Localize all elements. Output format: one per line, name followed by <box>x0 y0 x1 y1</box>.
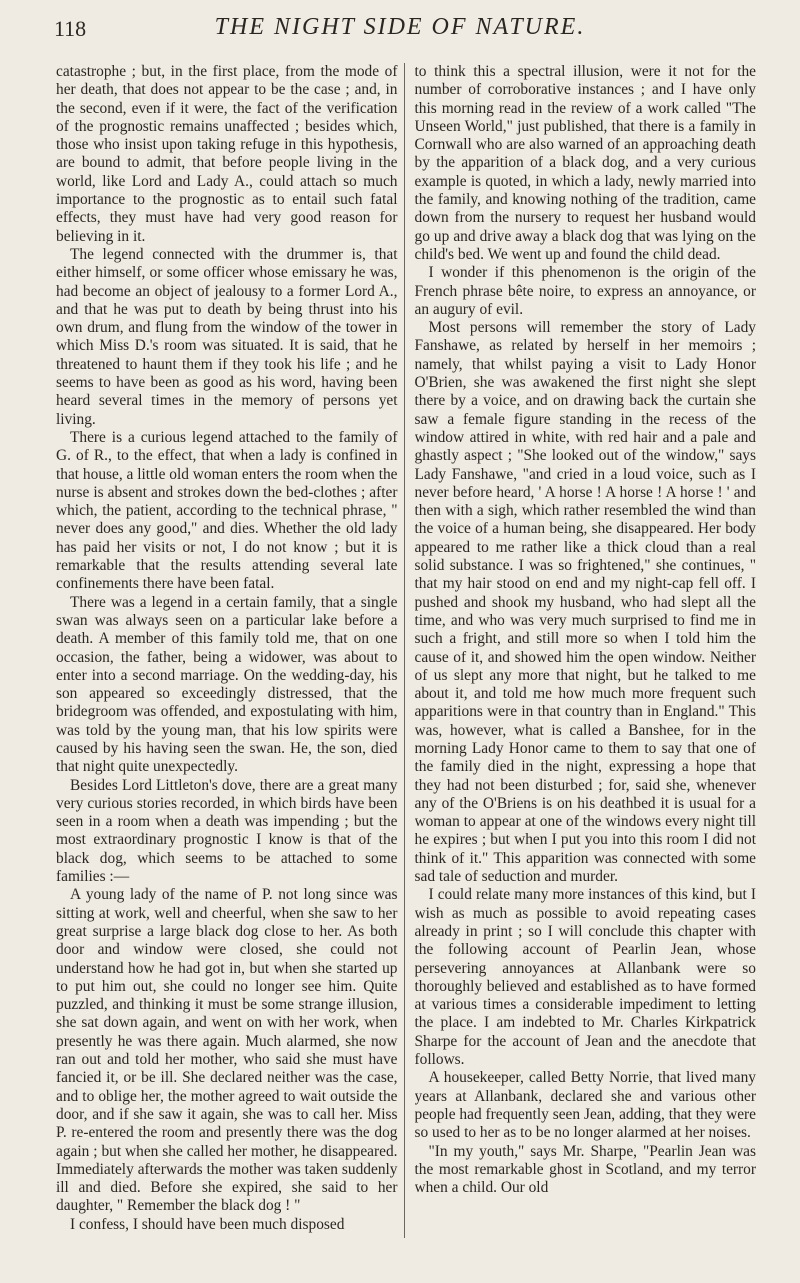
paragraph: Besides Lord Littleton's dove, there are a great many very curious stories recorded, in which birds have been seen in a room when a death was impending ; but the most extraordinary prognostic I know is that of the black dog, which seems to be attached to some families :— <box>56 776 398 886</box>
paragraph: A young lady of the name of P. not long since was sitting at work, well and cheerful, when she saw to her great surprise a large black dog close to her. As both door and window were closed, she could not understand how he had got in, but when she started up to put him out, she could no longer see him. Quite puzzled, and thinking it must be some strange illusion, she sat down again, and went on with her work, when presently he was there again. Much alarmed, she now ran out and told her mother, who said she must have fancied it, or be ill. She declared neither was the case, and to oblige her, the mother agreed to wait outside the door, and if she saw it again, she was to call her. Miss P. re-entered the room and presently there was the dog again ; but when she called her mother, he disappeared. Immediately afterwards the mother was taken suddenly ill and died. Before she expired, she said to her daughter, " Remember the black dog ! " <box>56 886 398 1215</box>
paragraph: There was a legend in a certain family, that a single swan was always seen on a particular lake before a death. A member of this family told me, that on one occasion, the father, being a widower, was about to enter into a second marriage. On the wedding-day, his son appeared so exceedingly distressed, that the bridegroom was offended, and expostulating with him, was told by the young man, that his low spirits were caused by his having seen the swan. He, the son, died that night quite unexpectedly. <box>56 593 398 776</box>
paragraph: I could relate many more instances of this kind, but I wish as much as possible to avoid repeating cases already in print ; so I will conclude this chapter with the following account of Pearlin Jean, whose persevering annoyances at Allanbank were so thoroughly believed and established as to have formed at various times a considerable impediment to letting the place. I am indebted to Mr. Charles Kirkpatrick Sharpe for the account of Jean and the anecdote that follows. <box>414 886 756 1069</box>
running-head: THE NIGHT SIDE OF NATURE. <box>214 14 586 40</box>
paragraph: Most persons will remember the story of Lady Fanshawe, as related by herself in her memoirs ; namely, that whilst paying a visit to Lady Honor O'Brien, she was awakened the first night she slept there by a voice, and on drawing back the curtain she saw a female figure standing in the recess of the window attired in white, with red hair and a pale and ghastly aspect ; "She looked out of the window," says Lady Fanshawe, "and cried in a loud voice, such as I never before heard, ' A horse ! A horse ! A horse ! ' and then with a sigh, which rather resembled the wind than the voice of a human being, she disappeared. Her body appeared to me rather like a thick cloud than a real solid substance. I was so frightened," she continues, " that my hair stood on end and my night-cap fell off. I pushed and shook my husband, who had slept all the time, and who was very much surprised to find me in such a fright, and still more so when I told him the cause of it, and showed him the open window. Neither of us slept any more that night, but he talked to me about it, and told me how much more frequent such apparitions were in that country than in England." This was, however, what is called a Banshee, for in the morning Lady Honor came to them to say that one of the family died in the night, expressing a hope that they had not been disturbed ; for, said she, whenever any of the O'Briens is on his deathbed it is usual for a woman to appear at one of the windows every night till he expires ; but when I put you into this room I did not think of it." This apparition was connected with some sad tale of seduction and murder. <box>414 319 756 886</box>
paragraph: The legend connected with the drummer is, that either himself, or some officer whose emissary he was, had become an object of jealousy to a former Lord A., and that he was put to death by being thrust into his own drum, and flung from the window of the tower in which Miss D.'s room was situated. It is said, that he threatened to haunt them if they took his life ; and he seems to have been as good as his word, having been heard several times in the memory of persons yet living. <box>56 245 398 428</box>
right-column <box>415 63 757 1238</box>
paragraph: to think this a spectral illusion, were it not for the number of corroborative instances ; and I have only this morning read in the review of a work called "The Unseen World," just published, that there is a family in Cornwall who are also warned of an approaching death by the apparition of a black dog, and a very curious example is quoted, in which a lady, newly married into the family, and knowing nothing of the tradition, came down from the nursery to request her husband would go up and drive away a black dog that was lying on the child's bed. We went up and found the child dead. <box>414 63 756 263</box>
page-number: 118 <box>54 16 87 41</box>
text-columns <box>56 63 756 1238</box>
page-header <box>40 12 760 42</box>
paragraph: catastrophe ; but, in the first place, from the mode of her death, that does not appear to be the case ; and, in the second, even if it were, the fact of the verification of the prognostic remains unaffected ; besides which, those who insist upon taking refuge in this hypothesis, are bound to admit, that before people living in the world, like Lord and Lady A., could attach so much importance to the prognostic as to entail such fatal effects, they must have had very good reason for believing in it. <box>56 63 398 245</box>
left-column <box>56 63 405 1238</box>
paragraph: There is a curious legend attached to the family of G. of R., to the effect, that when a lady is confined in that house, a little old woman enters the room when the nurse is absent and strokes down the bed-clothes ; after which, the patient, according to the technical phrase, " never does any good," and dies. Whether the old lady has paid her visits or not, I do not know ; but it is remarkable that the results attending several late confinements there have been fatal. <box>56 428 398 593</box>
paragraph: A housekeeper, called Betty Norrie, that lived many years at Allanbank, declared she and various other people had frequently seen Jean, adding, that they were so used to her as to be no longer alarmed at her noises. <box>414 1069 756 1142</box>
paragraph: I confess, I should have been much disposed <box>70 1215 345 1233</box>
paragraph: I wonder if this phenomenon is the origin of the French phrase bête noire, to express an annoyance, or an augury of evil. <box>414 264 756 318</box>
paragraph: "In my youth," says Mr. Sharpe, "Pearlin Jean was the most remarkable ghost in Scotland, and my terror when a child. Our old <box>414 1142 756 1197</box>
